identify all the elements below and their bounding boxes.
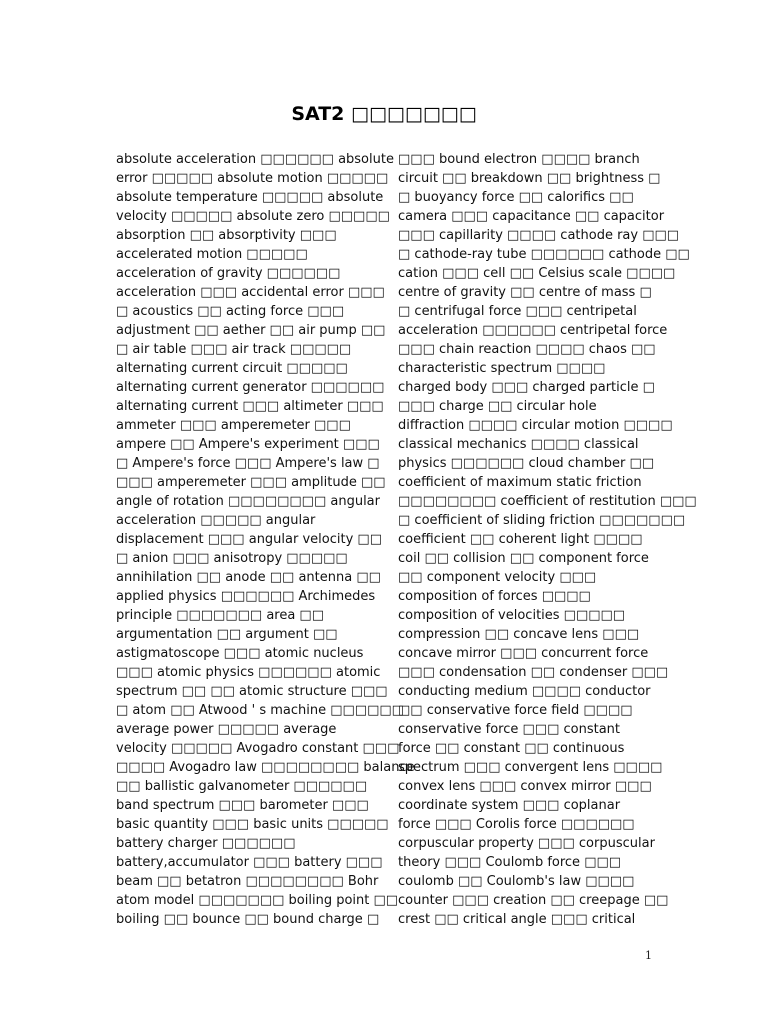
text-line: physics □□□□□□ cloud chamber □□ bbox=[398, 456, 655, 471]
text-line: centre of gravity □□ centre of mass □ bbox=[398, 285, 652, 300]
text-line: force □□ constant □□ continuous bbox=[398, 741, 625, 756]
text-line: corpuscular property □□□ corpuscular bbox=[398, 836, 655, 851]
text-line: astigmatoscope □□□ atomic nucleus bbox=[116, 646, 364, 661]
text-line: □ centrifugal force □□□ centripetal bbox=[398, 304, 637, 319]
text-line: adjustment □□ aether □□ air pump □□ bbox=[116, 323, 386, 338]
text-line: accelerated motion □□□□□ bbox=[116, 247, 308, 262]
text-line: ampere □□ Ampere's experiment □□□ bbox=[116, 437, 380, 452]
text-line: alternating current □□□ altimeter □□□ bbox=[116, 399, 384, 414]
text-line: □□ conservative force field □□□□ bbox=[398, 703, 633, 718]
text-line: counter □□□ creation □□ creepage □□ bbox=[398, 893, 669, 908]
text-line: principle □□□□□□□ area □□ bbox=[116, 608, 324, 623]
text-line: □ acoustics □□ acting force □□□ bbox=[116, 304, 345, 319]
text-line: □ coefficient of sliding friction □□□□□□□ bbox=[398, 513, 686, 528]
text-line: spectrum □□□ convergent lens □□□□ bbox=[398, 760, 663, 775]
text-line: basic quantity □□□ basic units □□□□□ bbox=[116, 817, 389, 832]
text-line: boiling □□ bounce □□ bound charge □ bbox=[116, 912, 380, 927]
text-line: □ atom □□ Atwood ' s machine □□□□□□ bbox=[116, 703, 404, 718]
text-line: annihilation □□ anode □□ antenna □□ bbox=[116, 570, 381, 585]
text-line: band spectrum □□□ barometer □□□ bbox=[116, 798, 369, 813]
text-line: cation □□□ cell □□ Celsius scale □□□□ bbox=[398, 266, 676, 281]
text-line: compression □□ concave lens □□□ bbox=[398, 627, 640, 642]
text-line: beam □□ betatron □□□□□□□□ Bohr bbox=[116, 874, 379, 889]
text-line: composition of forces □□□□ bbox=[398, 589, 591, 604]
text-line: □ air table □□□ air track □□□□□ bbox=[116, 342, 352, 357]
text-line: □□□ capillarity □□□□ cathode ray □□□ bbox=[398, 228, 680, 243]
text-line: charged body □□□ charged particle □ bbox=[398, 380, 655, 395]
text-line: diffraction □□□□ circular motion □□□□ bbox=[398, 418, 673, 433]
text-line: coulomb □□ Coulomb's law □□□□ bbox=[398, 874, 635, 889]
text-line: coil □□ collision □□ component force bbox=[398, 551, 649, 566]
text-line: □□□□ Avogadro law □□□□□□□□ balance bbox=[116, 760, 415, 775]
text-line: acceleration □□□□□□ centripetal force bbox=[398, 323, 668, 338]
text-line: □ cathode-ray tube □□□□□□ cathode □□ bbox=[398, 247, 690, 262]
document-title: SAT2 □□□□□□□ bbox=[291, 103, 477, 125]
text-line: argumentation □□ argument □□ bbox=[116, 627, 338, 642]
text-line: displacement □□□ angular velocity □□ bbox=[116, 532, 382, 547]
text-line: characteristic spectrum □□□□ bbox=[398, 361, 606, 376]
text-line: conducting medium □□□□ conductor bbox=[398, 684, 651, 699]
text-line: □□ ballistic galvanometer □□□□□□ bbox=[116, 779, 368, 794]
text-line: spectrum □□ □□ atomic structure □□□ bbox=[116, 684, 388, 699]
left-column bbox=[116, 150, 415, 929]
text-line: concave mirror □□□ concurrent force bbox=[398, 646, 649, 661]
text-line: atom model □□□□□□□ boiling point □□ bbox=[116, 893, 399, 908]
text-line: absolute acceleration □□□□□□ absolute bbox=[116, 152, 394, 167]
text-line: error □□□□□ absolute motion □□□□□ bbox=[116, 171, 389, 186]
text-line: acceleration □□□ accidental error □□□ bbox=[116, 285, 385, 300]
text-line: alternating current generator □□□□□□ bbox=[116, 380, 385, 395]
text-line: □□□ bound electron □□□□ branch bbox=[398, 152, 640, 167]
text-line: battery,accumulator □□□ battery □□□ bbox=[116, 855, 383, 870]
text-line: coordinate system □□□ coplanar bbox=[398, 798, 621, 813]
text-line: theory □□□ Coulomb force □□□ bbox=[398, 855, 622, 870]
text-line: classical mechanics □□□□ classical bbox=[398, 437, 639, 452]
text-line: battery charger □□□□□□ bbox=[116, 836, 296, 851]
text-line: angle of rotation □□□□□□□□ angular bbox=[116, 494, 380, 509]
right-column bbox=[398, 150, 697, 929]
page-number: 1 bbox=[645, 949, 652, 962]
text-line: conservative force □□□ constant bbox=[398, 722, 621, 737]
text-line: □ Ampere's force □□□ Ampere's law □ bbox=[116, 456, 380, 471]
text-line: force □□□ Corolis force □□□□□□ bbox=[398, 817, 635, 832]
text-line: acceleration □□□□□ angular bbox=[116, 513, 316, 528]
text-line: crest □□ critical angle □□□ critical bbox=[398, 912, 636, 927]
text-line: velocity □□□□□ absolute zero □□□□□ bbox=[116, 209, 390, 224]
text-line: circuit □□ breakdown □□ brightness □ bbox=[398, 171, 661, 186]
text-line: □□□ atomic physics □□□□□□ atomic bbox=[116, 665, 381, 680]
text-line: □□□□□□□□ coefficient of restitution □□□ bbox=[398, 494, 697, 509]
text-line: alternating current circuit □□□□□ bbox=[116, 361, 348, 376]
text-line: coefficient □□ coherent light □□□□ bbox=[398, 532, 643, 547]
text-line: □□□ condensation □□ condenser □□□ bbox=[398, 665, 669, 680]
text-line: □□ component velocity □□□ bbox=[398, 570, 597, 585]
text-line: □□□ charge □□ circular hole bbox=[398, 399, 597, 414]
text-line: coefficient of maximum static friction bbox=[398, 475, 642, 490]
text-line: composition of velocities □□□□□ bbox=[398, 608, 626, 623]
text-line: average power □□□□□ average bbox=[116, 722, 337, 737]
text-line: camera □□□ capacitance □□ capacitor bbox=[398, 209, 665, 224]
text-line: applied physics □□□□□□ Archimedes bbox=[116, 589, 376, 604]
text-line: □ anion □□□ anisotropy □□□□□ bbox=[116, 551, 348, 566]
text-line: acceleration of gravity □□□□□□ bbox=[116, 266, 341, 281]
text-line: absorption □□ absorptivity □□□ bbox=[116, 228, 337, 243]
text-line: convex lens □□□ convex mirror □□□ bbox=[398, 779, 652, 794]
text-line: □□□ chain reaction □□□□ chaos □□ bbox=[398, 342, 656, 357]
text-line: □□□ amperemeter □□□ amplitude □□ bbox=[116, 475, 386, 490]
text-line: absolute temperature □□□□□ absolute bbox=[116, 190, 384, 205]
text-line: velocity □□□□□ Avogadro constant □□□ bbox=[116, 741, 400, 756]
text-line: ammeter □□□ amperemeter □□□ bbox=[116, 418, 351, 433]
text-line: □ buoyancy force □□ calorifics □□ bbox=[398, 190, 634, 205]
